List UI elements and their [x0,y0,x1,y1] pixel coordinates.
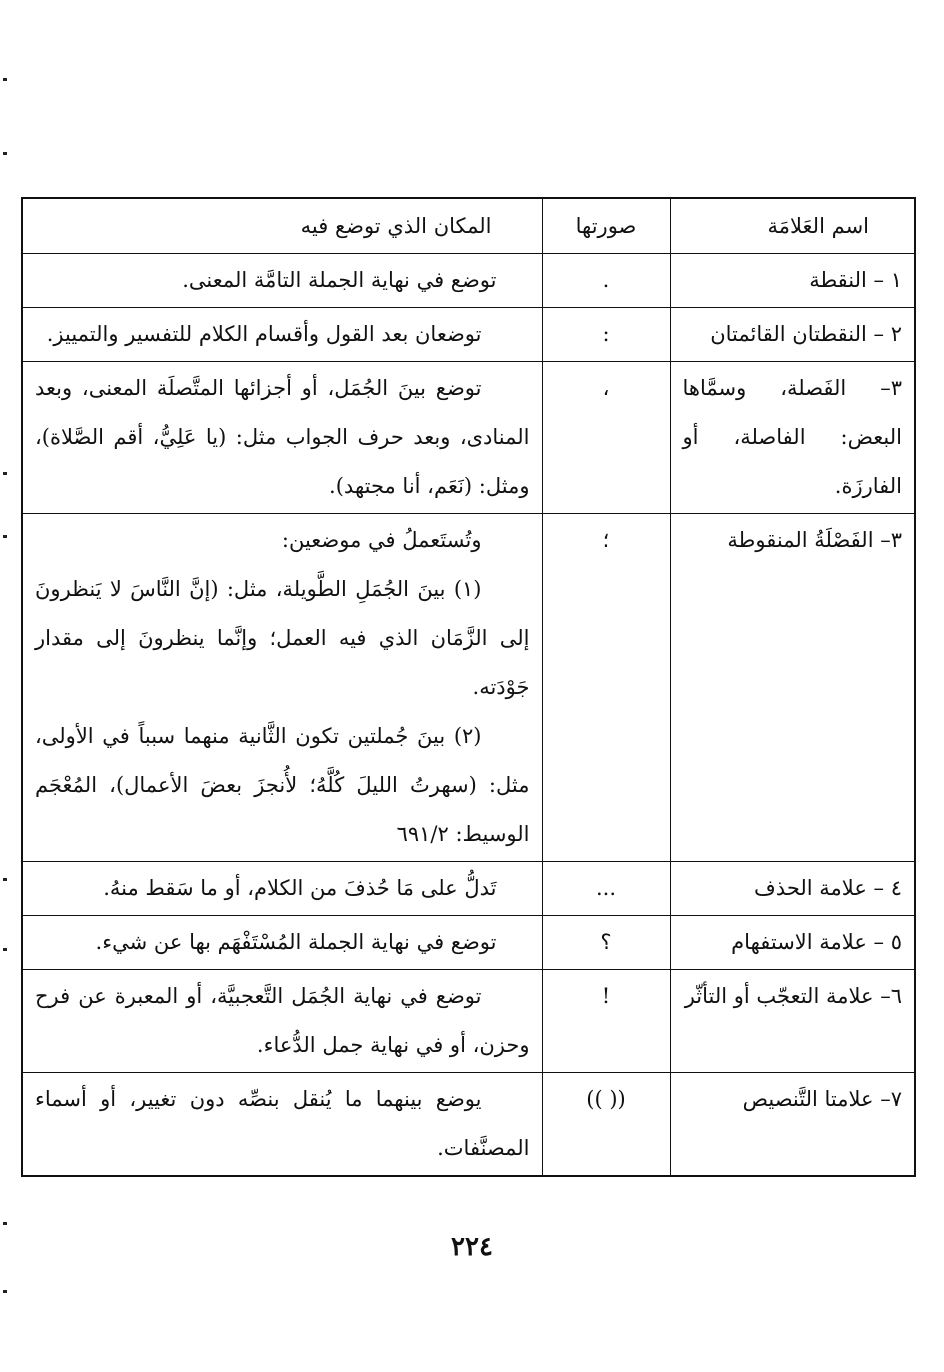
mark-place [22,362,542,514]
mark-name: ٤ – علامة الحذف [670,862,915,916]
mark-place [22,1073,542,1177]
mark-name: ٣– الفَصلة، وسمَّاها البعض: الفاصلة، أو الفارزَة. [670,362,915,514]
punctuation-marks-table [21,197,916,1177]
mark-place [22,514,542,862]
scan-speck [3,535,7,538]
table-row [22,254,915,308]
scan-speck [3,472,7,475]
scan-speck [3,152,7,155]
table-row [22,514,915,862]
scan-speck [3,78,7,81]
mark-name: ٢ – النقطتان القائمتان [670,308,915,362]
mark-place [22,970,542,1073]
table-row [22,308,915,362]
mark-form: ؛ [542,514,670,862]
mark-place: تَدلُّ على مَا حُذفَ من الكلام، أو ما سَقط منهُ. [22,862,542,916]
header-mark-form: صورتها [542,198,670,254]
mark-place-intro: وتُستَعملُ في موضعين: [281,528,482,552]
mark-place: توضع في نهاية الجملة التامَّة المعنى. [22,254,542,308]
table-row [22,362,915,514]
mark-place-text: توضع بينَ الجُمَل، أو أجزائها المتَّصلَة المعنى، وبعد المنادى، وبعد حرف الجواب مثل: (يا عَلِيُّ، أقم الصَّلاة)، ومثل: (نَعَم، أنا مجتهد). [35,376,530,498]
mark-place-text: يوضع بينهما ما يُنقل بنصِّه دون تغيير، أو أسماء المصنَّفات. [35,1087,530,1160]
mark-form: ... [542,862,670,916]
header-mark-name: اسم العَلامَة [670,198,915,254]
mark-form: ؟ [542,916,670,970]
mark-place-item: (٢) بينَ جُملتين تكون الثَّانية منهما سبباً في الأولى، مثل: (سهرتُ الليلَ كُلَّهُ؛ لأُنجزَ بعضَ الأعمال)، المُعْجَم الوسيط: ٦٩١/٢ [35,724,530,846]
mark-place [22,308,542,362]
table-row [22,862,915,916]
mark-form: ، [542,362,670,514]
header-mark-place: المكان الذي توضع فيه [22,198,542,254]
mark-name: ١ – النقطة [670,254,915,308]
scan-speck [3,1222,7,1225]
mark-name: ٥ – علامة الاستفهام [670,916,915,970]
page-number: ٢٢٤ [451,1232,493,1262]
mark-place-text: توضعان بعد القول وأقسام الكلام للتفسير والتمييز. [46,322,482,346]
mark-name: ٦– علامة التعجّب أو التأثّر [670,970,915,1073]
table-row [22,1073,915,1177]
mark-name: ٧– علامتا التَّنصيص [670,1073,915,1177]
table-row [22,970,915,1073]
mark-form: . [542,254,670,308]
mark-form: ! [542,970,670,1073]
table-header-row [22,198,915,254]
mark-place-text: توضع في نهاية الجُمَل التَّعجبيَّة، أو المعبرة عن فرح وحزن، أو في نهاية جمل الدُّعاء. [35,984,530,1057]
mark-place: توضع في نهاية الجملة المُسْتَفْهَم بها عن شيء. [22,916,542,970]
table-row [22,916,915,970]
mark-form: (( )) [542,1073,670,1177]
mark-place-item: (١) بينَ الجُمَلِ الطَّويلة، مثل: (إنَّ النَّاسَ لا يَنظرونَ إلى الزَّمَان الذي فيه العمل؛ وإنَّما ينظرونَ إلى مقدار جَوْدَته. [35,577,530,699]
scan-speck [3,1290,7,1293]
scan-speck [3,948,7,951]
scan-speck [3,878,7,881]
mark-form: : [542,308,670,362]
mark-name: ٣– الفَصْلَةُ المنقوطة [670,514,915,862]
